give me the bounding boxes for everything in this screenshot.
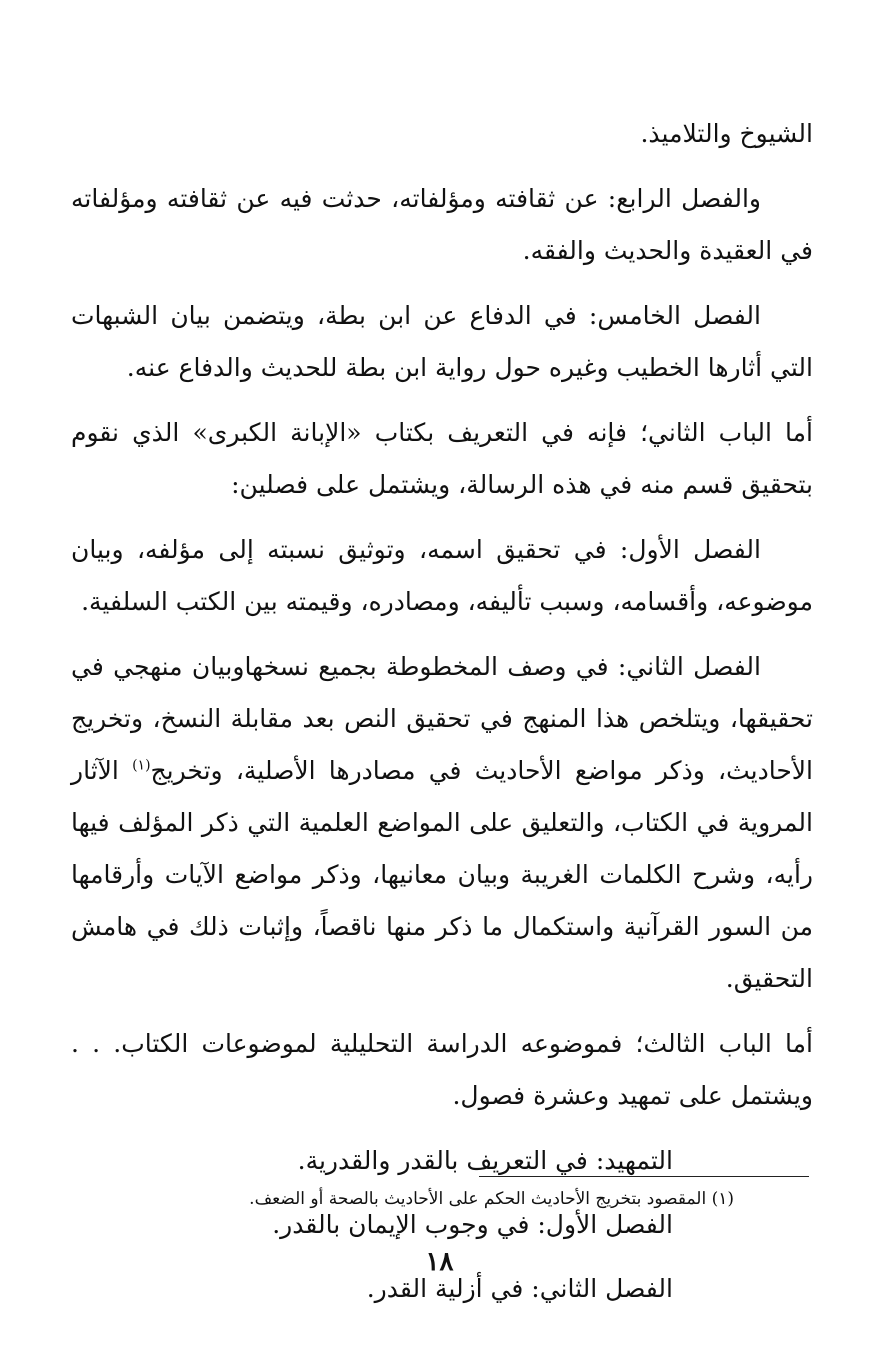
paragraph-chapter-four: والفصل الرابع: عن ثقافته ومؤلفاته، حدثت فيه عن ثقافته ومؤلفاته في العقيدة والحديث والفقه. [71,184,813,265]
paragraph-part-two-chapter-one: الفصل الأول: في تحقيق اسمه، وتوثيق نسبته إلى مؤلفه، وبيان موضوعه، وأقسامه، وسبب تأليفه، ومصادره، وقيمته بين الكتب السلفية. [71,535,813,616]
chapter-list-item-intro: التمهيد: في التعريف بالقدر والقدرية. [297,1146,673,1175]
paragraph-text-after-footnote: الآثار المروية في الكتاب، والتعليق على المواضع العلمية التي ذكر المؤلف فيها رأيه، وشرح الكلمات الغريبة وبيان معانيها، وذكر مواضع الآيات وأرقامها من السور القرآنية واستكمال ما ذكر منها ناقصاً، وإثبات ذلك في هامش التحقيق. [71,756,813,993]
main-text-block [71,108,813,1327]
paragraph-part-two-chapter-two [71,641,813,1005]
chapter-list-item-two: الفصل الثاني: في أزلية القدر. [366,1274,673,1303]
footnote-reference-mark[interactable]: (١) [132,757,151,774]
chapter-list-item-one: الفصل الأول: في وجوب الإيمان بالقدر. [272,1210,673,1239]
footnote-divider [479,1176,809,1177]
paragraph-intro-end: الشيوخ والتلاميذ. [640,119,813,148]
page-number: ١٨ [425,1247,454,1277]
paragraph-chapter-five: الفصل الخامس: في الدفاع عن ابن بطة، ويتضمن بيان الشبهات التي أثارها الخطيب وغيره حول رواية ابن بطة للحديث والدفاع عنه. [71,301,813,382]
paragraph-text-before-footnote: الفصل الثاني: في وصف المخطوطة بجميع نسخهاوبيان منهجي في تحقيقها، ويتلخص هذا المنهج في تحقيق النص بعد مقابلة النسخ، وتخريج الأحاديث، وذكر مواضع الأحاديث في مصادرها الأصلية، وتخريج [71,652,813,785]
paragraph-part-two: أما الباب الثاني؛ فإنه في التعريف بكتاب «الإبانة الكبرى» الذي نقوم بتحقيق قسم منه في هذه الرسالة، ويشتمل على فصلين: [71,418,813,499]
footnote-text: (١) المقصود بتخريج الأحاديث الحكم على الأحاديث بالصحة أو الضعف. [249,1189,734,1209]
paragraph-part-three: أما الباب الثالث؛ فموضوعه الدراسة التحليلية لموضوعات الكتاب. . . ويشتمل على تمهيد وعشرة فصول. [71,1029,813,1110]
